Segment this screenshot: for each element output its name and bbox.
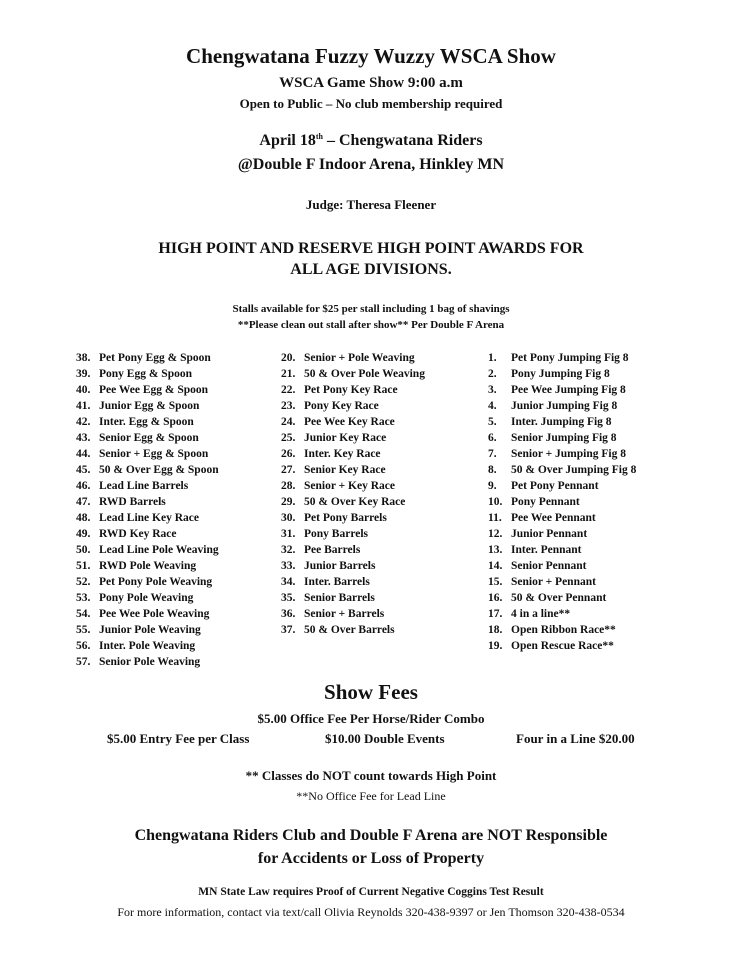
class-item <box>281 526 425 542</box>
high-point-note: ** Classes do NOT count towards High Point <box>245 768 497 783</box>
date-prefix: April 18 <box>259 132 316 149</box>
class-name: Lead Line Key Race <box>99 512 199 524</box>
class-item <box>76 526 219 542</box>
class-number: 51. <box>76 560 91 572</box>
stalls-line-2: **Please clean out stall after show** Per Double F Arena <box>237 319 505 331</box>
class-number: 9. <box>488 480 497 492</box>
class-number: 46. <box>76 480 91 492</box>
class-item <box>76 366 219 382</box>
class-number: 8. <box>488 464 497 476</box>
class-name: Pony Pole Weaving <box>99 592 194 604</box>
class-name: Senior + Egg & Spoon <box>99 448 209 460</box>
class-column-1 <box>76 350 219 670</box>
class-number: 13. <box>488 544 503 556</box>
class-item <box>76 494 219 510</box>
class-name: RWD Barrels <box>99 496 166 508</box>
class-number: 39. <box>76 368 91 380</box>
class-item <box>488 446 636 462</box>
awards-line-2: ALL AGE DIVISIONS. <box>290 261 452 278</box>
class-number: 52. <box>76 576 91 588</box>
class-item <box>281 558 425 574</box>
class-name: 50 & Over Barrels <box>304 624 395 636</box>
disclaimer <box>0 824 742 870</box>
class-name: Inter. Pennant <box>511 544 582 556</box>
class-number: 37. <box>281 624 296 636</box>
class-number: 22. <box>281 384 296 396</box>
class-item <box>281 350 425 366</box>
class-number: 17. <box>488 608 503 620</box>
class-name: Lead Line Barrels <box>99 480 189 492</box>
class-column-3 <box>488 350 636 654</box>
show-subtitle: WSCA Game Show 9:00 a.m <box>279 75 463 91</box>
class-item <box>76 382 219 398</box>
class-item <box>76 414 219 430</box>
entry-fee: $5.00 Entry Fee per Class <box>107 731 250 746</box>
class-number: 11. <box>488 512 502 524</box>
class-name: 50 & Over Egg & Spoon <box>99 464 219 476</box>
class-number: 35. <box>281 592 296 604</box>
class-number: 7. <box>488 448 497 460</box>
class-item <box>488 462 636 478</box>
class-item <box>488 638 636 654</box>
class-name: Open Ribbon Race** <box>511 624 616 636</box>
class-number: 29. <box>281 496 296 508</box>
class-name: Pee Barrels <box>304 544 361 556</box>
class-number: 4. <box>488 400 497 412</box>
awards-heading <box>0 238 742 280</box>
class-name: Senior + Key Race <box>304 480 395 492</box>
venue: @Double F Indoor Arena, Hinkley MN <box>237 156 505 173</box>
class-item <box>488 494 636 510</box>
class-name: Pet Pony Barrels <box>304 512 387 524</box>
class-number: 26. <box>281 448 296 460</box>
class-number: 28. <box>281 480 296 492</box>
class-name: Senior + Pole Weaving <box>304 352 415 364</box>
class-name: Pet Pony Key Race <box>304 384 398 396</box>
four-in-line-fee: Four in a Line $20.00 <box>516 731 635 746</box>
class-number: 24. <box>281 416 296 428</box>
disclaimer-line-1: Chengwatana Riders Club and Double F Arena are NOT Responsible <box>134 827 608 844</box>
class-item <box>281 430 425 446</box>
class-item <box>488 350 636 366</box>
double-events-fee: $10.00 Double Events <box>325 731 445 746</box>
class-name: Pony Egg & Spoon <box>99 368 192 380</box>
class-name: Senior + Pennant <box>511 576 596 588</box>
class-item <box>488 430 636 446</box>
class-name: Senior Barrels <box>304 592 375 604</box>
class-item <box>76 654 219 670</box>
class-item <box>488 366 636 382</box>
class-name: Pet Pony Pennant <box>511 480 599 492</box>
class-number: 38. <box>76 352 91 364</box>
class-name: Senior Jumping Fig 8 <box>511 432 617 444</box>
class-name: Pony Pennant <box>511 496 580 508</box>
class-number: 23. <box>281 400 296 412</box>
class-item <box>76 398 219 414</box>
class-number: 16. <box>488 592 503 604</box>
public-note: Open to Public – No club membership required <box>239 96 503 111</box>
class-item <box>76 350 219 366</box>
class-item <box>76 462 219 478</box>
class-item <box>76 446 219 462</box>
class-number: 3. <box>488 384 497 396</box>
class-item <box>281 462 425 478</box>
class-item <box>281 366 425 382</box>
class-item <box>76 558 219 574</box>
class-item <box>488 574 636 590</box>
fees-title: Show Fees <box>324 680 418 704</box>
class-item <box>76 638 219 654</box>
class-number: 27. <box>281 464 296 476</box>
class-item <box>281 414 425 430</box>
awards-line-1: HIGH POINT AND RESERVE HIGH POINT AWARDS FOR <box>158 240 584 257</box>
class-item <box>76 542 219 558</box>
class-name: Senior Pole Weaving <box>99 656 201 668</box>
contact-info: For more information, contact via text/call Olivia Reynolds 320-438-9397 or Jen Thomson 320-438-0534 <box>117 905 625 919</box>
class-number: 50. <box>76 544 91 556</box>
class-item <box>488 622 636 638</box>
class-name: Junior Pennant <box>511 528 588 540</box>
class-name: Pet Pony Pole Weaving <box>99 576 213 588</box>
class-name: Senior Key Race <box>304 464 386 476</box>
class-number: 48. <box>76 512 91 524</box>
class-number: 20. <box>281 352 296 364</box>
class-item <box>488 414 636 430</box>
office-fee: $5.00 Office Fee Per Horse/Rider Combo <box>257 711 485 726</box>
stalls-line-1: Stalls available for $25 per stall including 1 bag of shavings <box>232 303 510 315</box>
class-item <box>281 510 425 526</box>
class-number: 33. <box>281 560 296 572</box>
class-number: 42. <box>76 416 91 428</box>
coggins-requirement: MN State Law requires Proof of Current Negative Coggins Test Result <box>198 886 544 898</box>
class-name: Senior Pennant <box>511 560 587 572</box>
disclaimer-line-2: for Accidents or Loss of Property <box>257 850 485 867</box>
class-name: Pee Wee Pole Weaving <box>99 608 210 620</box>
class-item <box>281 606 425 622</box>
class-number: 2. <box>488 368 497 380</box>
class-number: 18. <box>488 624 503 636</box>
class-name: Junior Barrels <box>304 560 376 572</box>
class-number: 44. <box>76 448 91 460</box>
show-date <box>0 132 742 150</box>
class-number: 57. <box>76 656 91 668</box>
class-item <box>281 542 425 558</box>
class-number: 31. <box>281 528 296 540</box>
class-item <box>488 542 636 558</box>
class-number: 15. <box>488 576 503 588</box>
class-name: Pee Wee Key Race <box>304 416 395 428</box>
class-number: 14. <box>488 560 503 572</box>
class-name: 50 & Over Jumping Fig 8 <box>511 464 637 476</box>
class-name: Junior Jumping Fig 8 <box>511 400 618 412</box>
class-number: 36. <box>281 608 296 620</box>
class-name: Junior Key Race <box>304 432 387 444</box>
class-number: 1. <box>488 352 497 364</box>
class-number: 30. <box>281 512 296 524</box>
class-item <box>488 526 636 542</box>
class-name: Pee Wee Jumping Fig 8 <box>511 384 626 396</box>
class-item <box>281 398 425 414</box>
class-number: 12. <box>488 528 503 540</box>
class-number: 55. <box>76 624 91 636</box>
class-item <box>488 382 636 398</box>
class-name: Senior Egg & Spoon <box>99 432 199 444</box>
class-item <box>488 606 636 622</box>
class-name: Junior Egg & Spoon <box>99 400 200 412</box>
class-number: 5. <box>488 416 497 428</box>
class-item <box>488 590 636 606</box>
class-item <box>281 478 425 494</box>
class-number: 56. <box>76 640 91 652</box>
class-number: 43. <box>76 432 91 444</box>
class-name: Inter. Pole Weaving <box>99 640 196 652</box>
class-item <box>488 558 636 574</box>
class-name: 50 & Over Pennant <box>511 592 607 604</box>
judge: Judge: Theresa Fleener <box>305 197 437 212</box>
class-name: RWD Key Race <box>99 528 177 540</box>
class-name: Pony Key Race <box>304 400 379 412</box>
class-item <box>281 622 425 638</box>
class-item <box>488 398 636 414</box>
class-item <box>76 590 219 606</box>
class-number: 53. <box>76 592 91 604</box>
class-column-2 <box>281 350 425 638</box>
class-number: 10. <box>488 496 503 508</box>
class-item <box>281 446 425 462</box>
class-name: Inter. Jumping Fig 8 <box>511 416 612 428</box>
class-name: Senior + Jumping Fig 8 <box>511 448 626 460</box>
class-item <box>281 382 425 398</box>
class-item <box>76 606 219 622</box>
class-item <box>281 590 425 606</box>
class-name: Inter. Key Race <box>304 448 381 460</box>
class-name: Lead Line Pole Weaving <box>99 544 219 556</box>
class-name: Pee Wee Pennant <box>511 512 596 524</box>
class-name: RWD Pole Weaving <box>99 560 197 572</box>
class-number: 40. <box>76 384 91 396</box>
class-number: 34. <box>281 576 296 588</box>
class-name: 4 in a line** <box>511 608 571 620</box>
class-item <box>488 478 636 494</box>
class-number: 47. <box>76 496 91 508</box>
class-number: 21. <box>281 368 296 380</box>
class-number: 49. <box>76 528 91 540</box>
date-suffix: th <box>315 132 323 141</box>
lead-line-note: **No Office Fee for Lead Line <box>296 789 446 803</box>
date-rest: – Chengwatana Riders <box>323 132 483 149</box>
class-name: Pony Jumping Fig 8 <box>511 368 610 380</box>
class-name: Pet Pony Egg & Spoon <box>99 352 211 364</box>
class-name: Junior Pole Weaving <box>99 624 201 636</box>
class-name: Open Rescue Race** <box>511 640 614 652</box>
class-number: 32. <box>281 544 296 556</box>
class-item <box>76 430 219 446</box>
class-name: Pee Wee Egg & Spoon <box>99 384 209 396</box>
class-item <box>76 478 219 494</box>
class-name: Pony Barrels <box>304 528 368 540</box>
class-item <box>76 574 219 590</box>
class-number: 6. <box>488 432 497 444</box>
stalls-info <box>0 301 742 333</box>
class-item <box>281 494 425 510</box>
class-number: 41. <box>76 400 91 412</box>
class-item <box>488 510 636 526</box>
class-number: 45. <box>76 464 91 476</box>
class-name: 50 & Over Key Race <box>304 496 406 508</box>
class-item <box>76 510 219 526</box>
class-name: Pet Pony Jumping Fig 8 <box>511 352 629 364</box>
class-number: 54. <box>76 608 91 620</box>
class-item <box>281 574 425 590</box>
class-number: 25. <box>281 432 296 444</box>
class-name: Inter. Egg & Spoon <box>99 416 194 428</box>
show-title: Chengwatana Fuzzy Wuzzy WSCA Show <box>186 44 556 68</box>
class-name: Inter. Barrels <box>304 576 370 588</box>
class-name: Senior + Barrels <box>304 608 385 620</box>
class-item <box>76 622 219 638</box>
class-name: 50 & Over Pole Weaving <box>304 368 425 380</box>
class-number: 19. <box>488 640 503 652</box>
